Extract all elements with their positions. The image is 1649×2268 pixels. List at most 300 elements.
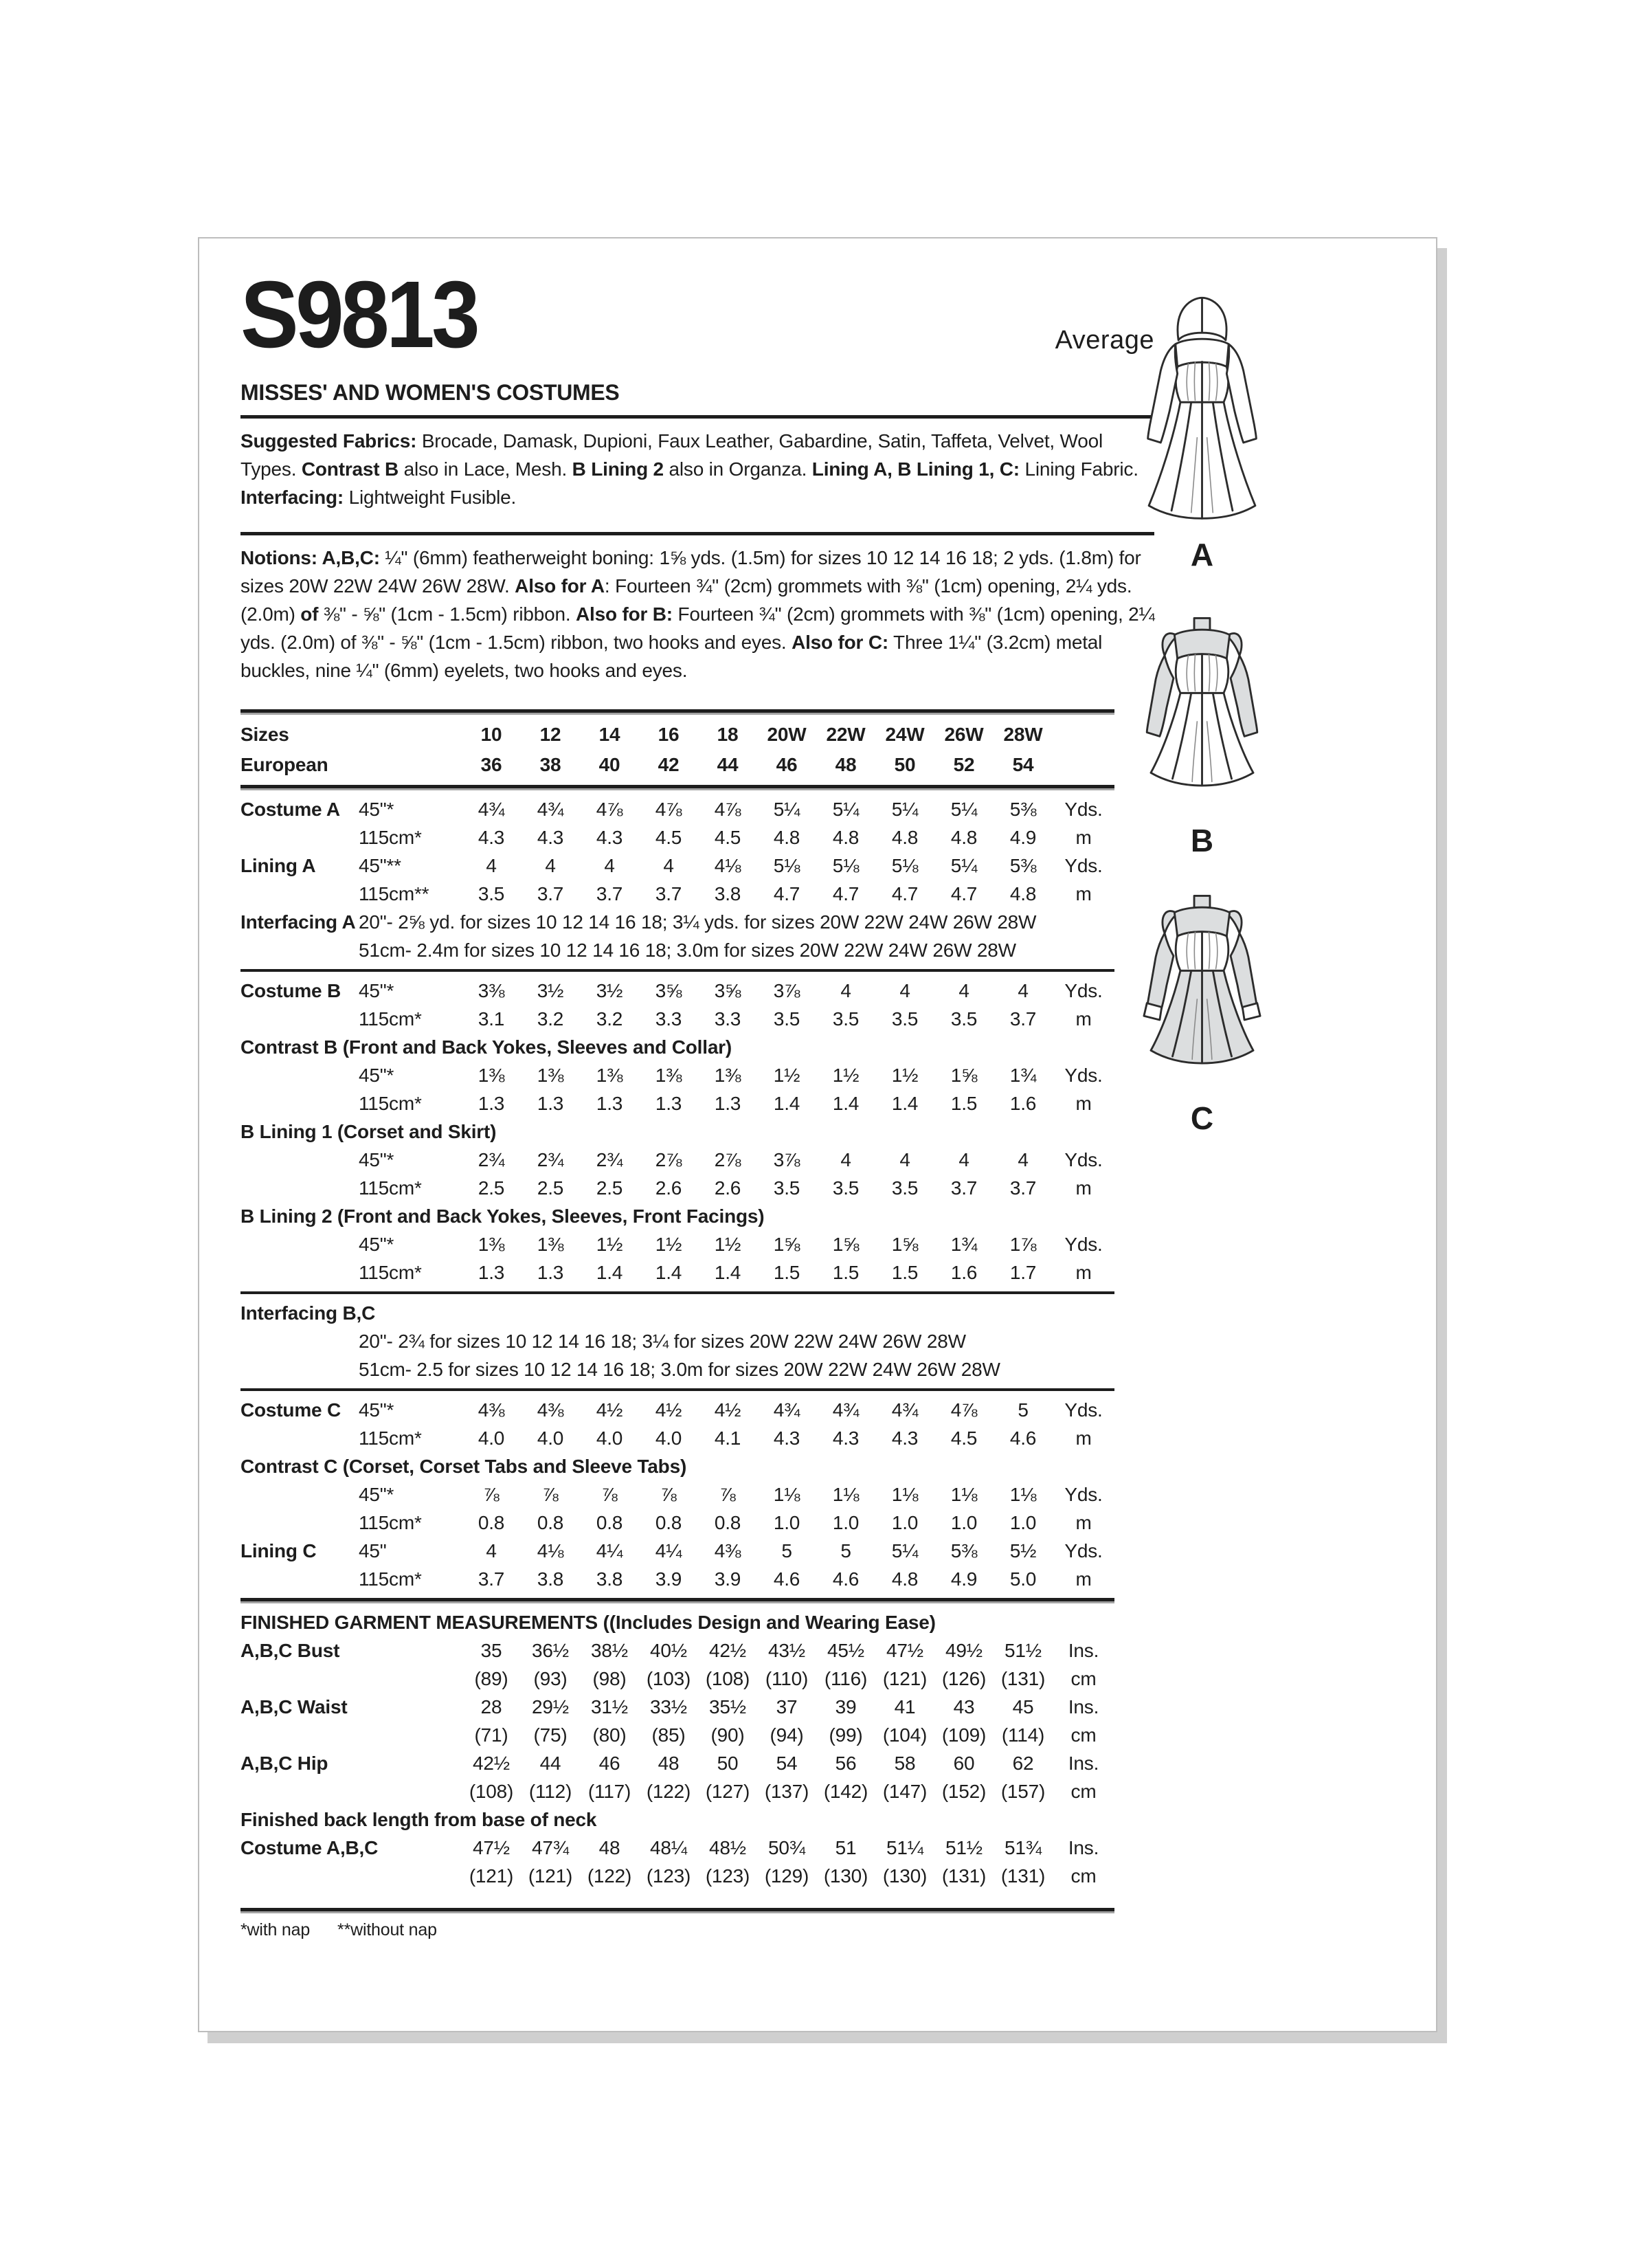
table-cell: 1⅛ <box>832 1484 860 1505</box>
table-cell: 22W <box>826 724 866 745</box>
table-cell: (127) <box>705 1781 750 1802</box>
table-cell: ⅞ <box>542 1484 559 1505</box>
table-cell: 4.3 <box>832 1427 860 1449</box>
table-cell: (89) <box>474 1668 508 1689</box>
table-cell <box>240 1565 359 1593</box>
table-row <box>240 1174 1114 1202</box>
table-cell: 4⅞ <box>655 799 682 820</box>
table-row <box>240 1636 1114 1665</box>
view-b-label: B <box>1190 823 1214 858</box>
collar <box>1194 896 1210 907</box>
table-cell: 1.7 <box>1009 1262 1037 1283</box>
table-cell: 5¼ <box>950 799 978 820</box>
table-rule <box>240 1598 1114 1603</box>
table-cell: 3.5 <box>832 1008 860 1030</box>
table-cell: 3.7 <box>1009 1177 1037 1199</box>
table-cell: 54 <box>776 1753 798 1774</box>
table-row <box>240 823 1114 852</box>
table-cell: 3.3 <box>655 1008 682 1030</box>
table-row <box>240 1258 1114 1287</box>
table-cell: (80) <box>592 1724 627 1746</box>
table-cell: 3.7 <box>478 1568 505 1590</box>
table-cell <box>240 1089 359 1118</box>
table-cell: (98) <box>592 1668 627 1689</box>
table-cell: 48 <box>658 1753 680 1774</box>
table-cell: 2.6 <box>714 1177 741 1199</box>
table-cell: 5⅛ <box>832 855 860 876</box>
table-cell: (131) <box>941 1865 987 1887</box>
table-cell: 4¼ <box>596 1540 623 1561</box>
table-cell: 4.9 <box>1009 827 1037 848</box>
table-row <box>240 1721 1114 1749</box>
table-cell: 1.0 <box>950 1512 978 1533</box>
table-cell: Lining A <box>240 855 316 876</box>
table-cell: 2⅞ <box>714 1149 741 1170</box>
notions-paragraph <box>240 544 1160 685</box>
page-title: MISSES' AND WOMEN'S COSTUMES <box>240 380 620 405</box>
table-cell: (99) <box>829 1724 863 1746</box>
table-row <box>240 1665 1114 1693</box>
table-cell: 115cm* <box>359 827 422 848</box>
table-cell: 1½ <box>714 1234 741 1255</box>
table-cell: 1½ <box>596 1234 623 1255</box>
table-cell: 4.3 <box>478 827 505 848</box>
table-cell: 1.3 <box>478 1262 505 1283</box>
table-cell: 4.7 <box>832 883 860 904</box>
table-cell: Ins. <box>1068 1753 1099 1774</box>
table-cell: m <box>1075 1427 1092 1449</box>
table-row <box>240 1862 1114 1890</box>
table-cell: 40½ <box>650 1640 687 1661</box>
text-segment: Lining Fabric. <box>1019 458 1138 480</box>
right-sleeve <box>1226 344 1256 443</box>
difficulty-label: Average <box>1055 326 1154 355</box>
table-cell: (85) <box>651 1724 686 1746</box>
table-cell: Yds. <box>1064 980 1103 1001</box>
table-cell: (94) <box>770 1724 804 1746</box>
table-cell: 3.7 <box>950 1177 978 1199</box>
table-cell <box>359 720 462 750</box>
table-cell <box>240 1424 359 1452</box>
table-cell: 115cm* <box>359 1427 422 1449</box>
table-cell: 4⅞ <box>714 799 741 820</box>
table-cell <box>359 1834 462 1862</box>
pattern-number: S9813 <box>240 262 478 368</box>
table-cell: Costume C <box>240 1399 341 1421</box>
table-cell: 4 <box>486 855 497 876</box>
table-cell: B Lining 2 (Front and Back Yokes, Sleeves, Front Facings) <box>240 1205 765 1227</box>
table-cell: 4⅞ <box>596 799 623 820</box>
table-cell <box>240 1327 359 1355</box>
table-row <box>240 1299 1114 1327</box>
with-nap-note: *with nap <box>240 1920 311 1939</box>
table-cell: 45"* <box>359 980 394 1001</box>
table-cell: 5¼ <box>891 1540 919 1561</box>
table-cell: 50 <box>894 754 916 775</box>
table-cell: 1¾ <box>950 1234 978 1255</box>
table-cell: 4¾ <box>891 1399 919 1421</box>
table-cell: (131) <box>1000 1865 1046 1887</box>
table-cell: 4 <box>899 1149 910 1170</box>
text-segment: Interfacing: <box>240 487 344 508</box>
table-cell: 41 <box>894 1696 916 1717</box>
table-cell: 40 <box>598 754 620 775</box>
table-cell: 52 <box>953 754 975 775</box>
table-cell: 0.8 <box>478 1512 505 1533</box>
table-cell: 4.5 <box>950 1427 978 1449</box>
table-cell: 4⅛ <box>714 855 741 876</box>
table-cell <box>240 1480 359 1509</box>
table-cell: (104) <box>882 1724 928 1746</box>
table-cell: 5.0 <box>1009 1568 1037 1590</box>
table-cell: 5 <box>1018 1399 1029 1421</box>
table-cell: 4¾ <box>478 799 505 820</box>
table-cell <box>359 1693 462 1721</box>
table-cell: 46 <box>598 1753 620 1774</box>
table-row <box>240 1033 1114 1061</box>
table-cell: 51½ <box>945 1837 983 1858</box>
table-cell: 1.0 <box>773 1512 800 1533</box>
table-cell: 4⅜ <box>537 1399 564 1421</box>
table-cell: (123) <box>705 1865 750 1887</box>
table-cell: 16 <box>658 724 680 745</box>
view-a-label: A <box>1190 537 1214 572</box>
table-cell: (114) <box>1001 1724 1045 1746</box>
table-row <box>240 1537 1114 1565</box>
table-cell: 4.6 <box>832 1568 860 1590</box>
table-row <box>240 1396 1114 1424</box>
table-cell: 47½ <box>473 1837 510 1858</box>
table-cell: (123) <box>646 1865 691 1887</box>
table-cell: (131) <box>1000 1668 1046 1689</box>
table-cell: 4⅞ <box>950 1399 978 1421</box>
table-cell: Finished back length from base of neck <box>240 1809 597 1830</box>
table-cell: (108) <box>705 1668 750 1689</box>
table-cell: Lining C <box>240 1540 317 1561</box>
text-segment: Suggested Fabrics: <box>240 430 417 452</box>
table-cell: 1.4 <box>714 1262 741 1283</box>
table-row <box>240 936 1114 964</box>
table-cell: 1½ <box>655 1234 682 1255</box>
table-row <box>240 1509 1114 1537</box>
table-cell: 1.3 <box>596 1093 623 1114</box>
table-cell: 10 <box>480 724 502 745</box>
table-row <box>240 1749 1114 1777</box>
table-cell: 60 <box>953 1753 975 1774</box>
table-cell: 4 <box>604 855 615 876</box>
table-cell: Ins. <box>1068 1837 1099 1858</box>
table-cell <box>359 750 462 780</box>
table-cell: (112) <box>528 1781 572 1802</box>
table-cell: 44 <box>717 754 739 775</box>
table-cell: 5 <box>840 1540 851 1561</box>
table-cell: 1⅜ <box>537 1234 564 1255</box>
text-segment: Notions: A,B,C: <box>240 547 380 568</box>
text-segment: B Lining 2 <box>572 458 664 480</box>
table-cell: (109) <box>941 1724 987 1746</box>
table-cell: 51¾ <box>1005 1837 1042 1858</box>
table-cell: 3⅜ <box>478 980 505 1001</box>
table-body <box>240 795 1114 1890</box>
table-cell: 3⅞ <box>773 1149 800 1170</box>
table-cell: 1.3 <box>655 1093 682 1114</box>
table-cell: 4.1 <box>714 1427 741 1449</box>
pattern-envelope-back <box>198 237 1437 2032</box>
table-rule <box>240 1291 1114 1294</box>
table-cell: 42 <box>658 754 680 775</box>
table-cell: 35½ <box>709 1696 746 1717</box>
table-cell: 115cm* <box>359 1262 422 1283</box>
table-cell: 3.5 <box>773 1177 800 1199</box>
table-cell: ⅞ <box>601 1484 618 1505</box>
divider-above-notions <box>240 532 1154 535</box>
table-cell <box>240 936 359 964</box>
main-column <box>240 262 1161 1940</box>
costume-b-line-drawing-icon <box>1128 615 1276 817</box>
table-cell: 4½ <box>714 1399 741 1421</box>
table-cell: 0.8 <box>714 1512 741 1533</box>
table-cell: 4 <box>840 1149 851 1170</box>
table-cell: 3.5 <box>950 1008 978 1030</box>
table-cell: 4 <box>663 855 674 876</box>
table-row <box>240 1230 1114 1258</box>
table-cell: 5¼ <box>773 799 800 820</box>
table-cell: 1⅜ <box>596 1065 623 1086</box>
table-cell: 3.8 <box>596 1568 623 1590</box>
table-cell: (152) <box>941 1781 987 1802</box>
table-cell: 3.2 <box>537 1008 564 1030</box>
table-cell <box>240 1061 359 1089</box>
table-cell: 45"* <box>359 1149 394 1170</box>
table-cell: 38 <box>539 754 561 775</box>
text-segment: also in Lace, Mesh. <box>399 458 572 480</box>
table-row <box>240 1202 1114 1230</box>
table-cell: 1.4 <box>596 1262 623 1283</box>
table-cell: 1.4 <box>655 1262 682 1283</box>
text-segment: Brocade, Damask, Dupioni, Faux Leather, Gabardine, Satin, Taffeta, Velvet, Wool Types. <box>240 430 1103 480</box>
table-cell: 3⅝ <box>714 980 741 1001</box>
table-cell: 47½ <box>886 1640 923 1661</box>
table-cell: Yds. <box>1064 1065 1103 1086</box>
table-cell: Yds. <box>1064 1149 1103 1170</box>
table-cell: 5⅜ <box>1009 799 1037 820</box>
table-cell: 1⅜ <box>655 1065 682 1086</box>
table-cell: B Lining 1 (Corset and Skirt) <box>240 1121 497 1142</box>
table-cell <box>240 1509 359 1537</box>
table-cell: 115cm* <box>359 1008 422 1030</box>
table-row <box>240 1146 1114 1174</box>
table-cell: 4½ <box>596 1399 623 1421</box>
table-cell: 4.6 <box>1009 1427 1037 1449</box>
table-cell: 12 <box>539 724 561 745</box>
table-cell: Yds. <box>1064 1234 1103 1255</box>
suggested-fabrics-paragraph <box>240 427 1160 511</box>
table-cell <box>240 1146 359 1174</box>
table-cell <box>240 823 359 852</box>
table-cell: 3.7 <box>537 883 564 904</box>
table-cell: 3.8 <box>714 883 741 904</box>
table-cell <box>240 1005 359 1033</box>
table-cell: m <box>1075 1177 1092 1199</box>
table-cell: (129) <box>764 1865 809 1887</box>
table-cell: m <box>1075 1093 1092 1114</box>
table-row <box>240 1693 1114 1721</box>
table-cell: (108) <box>469 1781 514 1802</box>
table-cell: 51 <box>835 1837 857 1858</box>
table-row <box>240 1608 1114 1636</box>
table-cell <box>240 1665 359 1693</box>
table-cell: 33½ <box>650 1696 687 1717</box>
table-cell: 3.7 <box>596 883 623 904</box>
table-cell: 26W <box>944 724 984 745</box>
table-cell: Ins. <box>1068 1640 1099 1661</box>
text-segment: also in Organza. <box>663 458 812 480</box>
table-cell: (147) <box>882 1781 928 1802</box>
table-cell: 3.9 <box>655 1568 682 1590</box>
table-cell: 45"* <box>359 1234 394 1255</box>
table-cell: 3.8 <box>537 1568 564 1590</box>
table-row <box>240 1565 1114 1593</box>
table-cell <box>240 1862 359 1890</box>
table-cell: m <box>1075 1262 1092 1283</box>
table-cell: 5¼ <box>832 799 860 820</box>
table-cell: 0.8 <box>596 1512 623 1533</box>
table-row <box>240 1118 1114 1146</box>
table-cell: 1⅛ <box>891 1484 919 1505</box>
left-sleeve <box>1147 656 1174 737</box>
table-cell: 4⅜ <box>714 1540 741 1561</box>
table-cell: 50¾ <box>768 1837 805 1858</box>
table-cell: Costume A <box>240 799 340 820</box>
text-segment: Lightweight Fusible. <box>344 487 517 508</box>
table-cell: 4 <box>958 1149 969 1170</box>
table-cell: 3.5 <box>832 1177 860 1199</box>
table-cell: 1.5 <box>950 1093 978 1114</box>
table-cell: 1⅝ <box>832 1234 860 1255</box>
table-cell: 1.3 <box>714 1093 741 1114</box>
table-cell: 2.5 <box>596 1177 623 1199</box>
table-cell: Yds. <box>1064 1540 1103 1561</box>
table-cell: 4 <box>840 980 851 1001</box>
table-cell: 4 <box>486 1540 497 1561</box>
table-cell: 28W <box>1003 724 1043 745</box>
table-cell: 3.2 <box>596 1008 623 1030</box>
table-cell <box>240 1174 359 1202</box>
table-cell: 3⅞ <box>773 980 800 1001</box>
table-cell: 1.4 <box>891 1093 919 1114</box>
table-cell <box>359 1721 462 1749</box>
text-segment: : Fourteen ¾" (2cm) grommets with ⅜" (1cm) opening, 2¼ yds. (2.0m) <box>240 575 1132 625</box>
yardage-table <box>240 709 1114 1940</box>
nap-footnote <box>240 1920 1114 1940</box>
table-cell <box>359 1777 462 1805</box>
table-row <box>240 795 1114 823</box>
table-cell: cm <box>1070 1724 1097 1746</box>
table-cell: 62 <box>1012 1753 1034 1774</box>
table-cell: 36½ <box>532 1640 569 1661</box>
table-cell: 4.3 <box>596 827 623 848</box>
table-cell: (137) <box>764 1781 809 1802</box>
table-row <box>240 1061 1114 1089</box>
table-cell <box>240 1721 359 1749</box>
table-cell: 44 <box>539 1753 561 1774</box>
table-cell: 115cm** <box>359 883 429 904</box>
table-cell: 48 <box>598 1837 620 1858</box>
table-cell: 4.3 <box>891 1427 919 1449</box>
table-cell: 4.8 <box>891 827 919 848</box>
table-cell: 4⅜ <box>478 1399 505 1421</box>
table-cell <box>240 1230 359 1258</box>
table-cell: 1.0 <box>1009 1512 1037 1533</box>
right-sleeve <box>1231 933 1257 1014</box>
view-a <box>1128 295 1276 573</box>
table-cell: 4.6 <box>773 1568 800 1590</box>
table-cell: 36 <box>480 754 502 775</box>
table-cell: 2¾ <box>596 1149 623 1170</box>
table-rule-top <box>240 709 1114 715</box>
text-segment: Contrast B <box>301 458 399 480</box>
table-cell: 4.0 <box>596 1427 623 1449</box>
table-row <box>240 1452 1114 1480</box>
table-cell: 4.9 <box>950 1568 978 1590</box>
table-cell: 3.9 <box>714 1568 741 1590</box>
table-cell: 2.5 <box>537 1177 564 1199</box>
table-cell: 3.7 <box>1009 1008 1037 1030</box>
table-row <box>240 1805 1114 1834</box>
table-cell: 4½ <box>655 1399 682 1421</box>
table-row <box>240 720 1114 750</box>
table-cell: 1⅛ <box>1009 1484 1037 1505</box>
table-cell: 42½ <box>473 1753 510 1774</box>
table-cell: 50 <box>717 1753 739 1774</box>
table-cell: 1.6 <box>1009 1093 1037 1114</box>
table-cell: (122) <box>587 1865 632 1887</box>
table-row <box>240 1089 1114 1118</box>
table-cell: 1.4 <box>832 1093 860 1114</box>
table-cell: 1.5 <box>832 1262 860 1283</box>
table-cell: 3½ <box>537 980 564 1001</box>
view-c <box>1128 893 1276 1137</box>
table-cell: 4.7 <box>773 883 800 904</box>
table-cell: Interfacing B,C <box>240 1302 376 1324</box>
table-cell: 5⅜ <box>1009 855 1037 876</box>
table-cell: (103) <box>646 1668 691 1689</box>
table-cell: 1.5 <box>891 1262 919 1283</box>
table-row <box>240 750 1114 780</box>
left-sleeve <box>1147 933 1174 1014</box>
table-cell <box>240 1258 359 1287</box>
table-cell: (130) <box>882 1865 928 1887</box>
table-cell: 1½ <box>832 1065 860 1086</box>
table-cell: 1.3 <box>478 1093 505 1114</box>
table-cell: Contrast B (Front and Back Yokes, Sleeves and Collar) <box>240 1036 732 1058</box>
table-cell: 1½ <box>773 1065 800 1086</box>
table-cell: 3.5 <box>478 883 505 904</box>
table-row <box>240 1834 1114 1862</box>
table-cell: 45"* <box>359 1484 394 1505</box>
table-cell: 31½ <box>591 1696 628 1717</box>
table-cell: 46 <box>776 754 798 775</box>
table-cell: 4⅛ <box>537 1540 564 1561</box>
table-cell: 51cm- 2.5 for sizes 10 12 14 16 18; 3.0m for sizes 20W 22W 24W 26W 28W <box>359 1359 1000 1380</box>
table-cell: (110) <box>765 1668 809 1689</box>
table-cell: A,B,C Bust <box>240 1640 340 1661</box>
table-row <box>240 908 1114 936</box>
table-cell: 20W <box>767 724 807 745</box>
table-cell: 45"* <box>359 1065 394 1086</box>
table-cell: 18 <box>717 724 739 745</box>
table-cell: (121) <box>882 1668 928 1689</box>
